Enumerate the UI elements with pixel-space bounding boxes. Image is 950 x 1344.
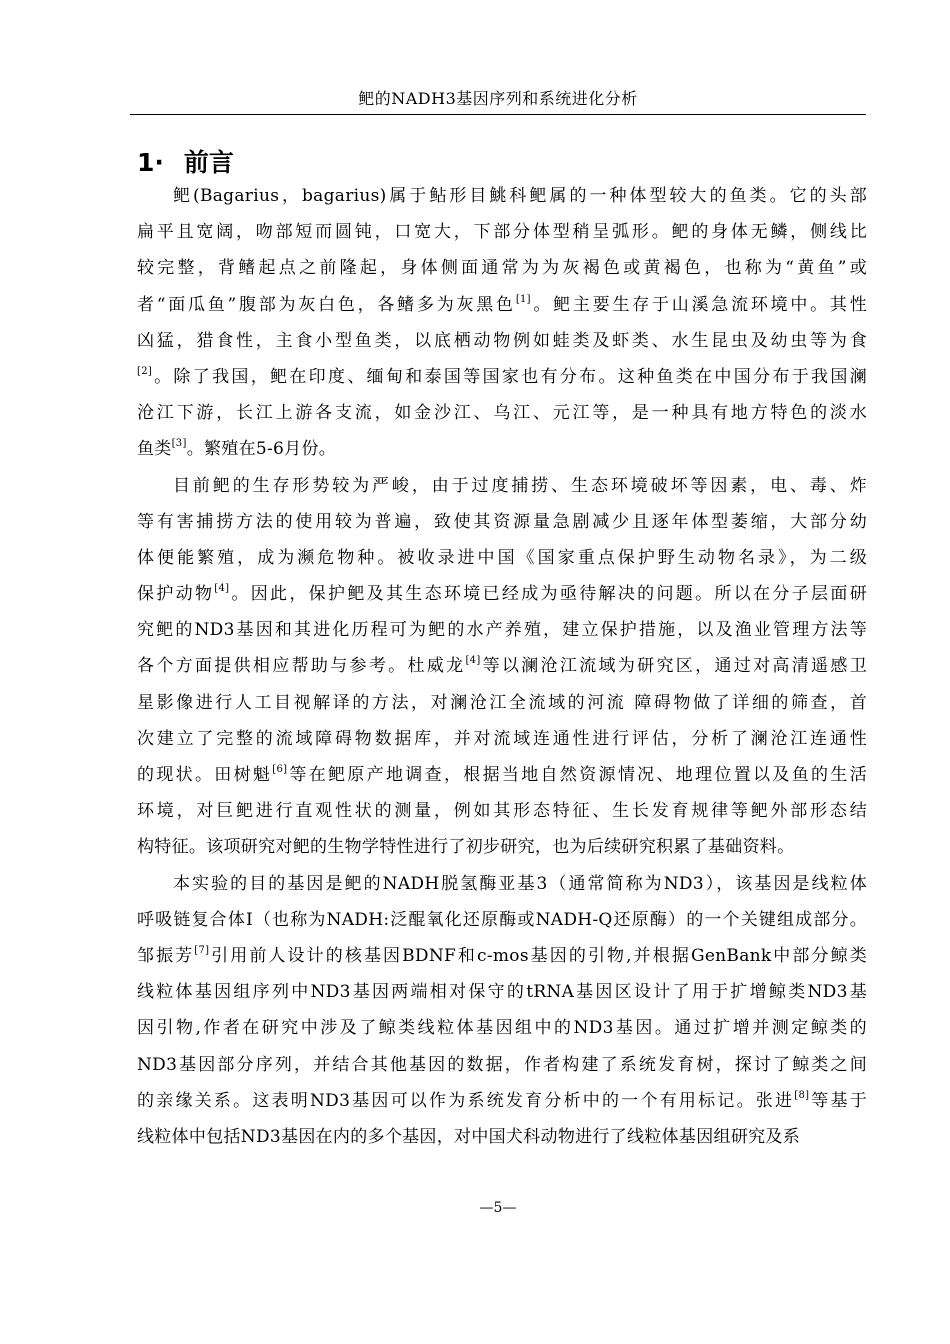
text-run: 等在鲃原产地调查，根据当地自然资源情况、地理位置以及鱼的生活 [287,765,868,785]
text-line [137,214,867,250]
text-run: 的现状。田树魁 [137,765,273,785]
paragraph [137,866,867,1156]
text-run: 等有害捕捞方法的使用较为普遍，致使其资源量急剧减少且逐年体型萎缩，大部分幼 [137,511,867,532]
header-rule [130,114,866,115]
text-line [137,359,867,395]
text-run: 鲃(Bagarius，bagarius)属于鲇形目鮡科鲃属的一种体型较大的鱼类。它的头部 [173,186,867,206]
body-text [137,178,867,1155]
text-run: 凶猛，猎食性，主食小型鱼类，以底栖动物例如蛙类及虾类、水生昆虫及幼虫等为食 [137,330,867,351]
text-line [137,1047,867,1083]
text-run: 。鲃主要生存于山溪急流环境中。其性 [530,294,867,315]
text-line [137,757,867,793]
text-line [137,323,867,359]
text-line [137,250,867,286]
text-line [137,793,867,829]
text-line [137,540,867,576]
text-run: 沧江下游，长江上游各支流，如金沙江、乌江、元江等，是一种具有地方特色的淡水 [137,403,867,424]
text-line [137,504,867,540]
citation-ref: [3] [171,438,187,450]
text-line [137,938,867,974]
text-line [137,974,867,1010]
text-run: 者“面瓜鱼”腹部为灰白色，各鳍多为灰黑色 [137,294,516,315]
text-line [137,685,867,721]
text-run: 星影像进行人工目视解译的方法，对澜沧江全流域的河流 障碍物做了详细的筛查，首 [137,692,867,713]
section-number: 1· [137,148,164,177]
section-heading [137,146,234,180]
text-run: 次建立了完整的流域障碍物数据库，并对流域连通性进行评估，分析了澜沧江连通性 [137,728,867,749]
text-run: 扁平且宽阔，吻部短而圆钝，口宽大，下部分体型稍呈弧形。鲃的身体无鳞，侧线比 [137,222,867,243]
text-line [137,829,867,865]
section-title: 前言 [183,148,234,177]
text-run: 呼吸链复合体Ⅰ（也称为NADH:泛醌氧化还原酶或NADH-Q还原酶）的一个关键组成部分。 [137,909,867,930]
text-line [137,1083,867,1119]
citation-ref: [4] [465,655,481,667]
text-run: 究鲃的ND3基因和其进化历程可为鲃的水产养殖，建立保护措施，以及渔业管理方法等 [137,620,867,641]
running-header: 鲃的NADH3基因序列和系统进化分析 [358,89,638,108]
text-run: 的亲缘关系。这表明ND3基因可以作为系统发育分析中的一个有用标记。张进 [137,1090,795,1111]
text-run: 等以澜沧江流域为研究区，通过对高清遥感卫 [480,656,868,677]
text-line [137,431,867,467]
text-line [137,866,867,902]
text-run: 构特征。该项研究对鲃的生物学特性进行了初步研究，也为后续研究积累了基础资料。 [137,837,795,858]
text-run: 较完整，背鳍起点之前隆起，身体侧面通常为为灰褐色或黄褐色，也称为“黄鱼”或 [137,258,867,279]
text-line [137,576,867,612]
text-run: ND3基因部分序列，并结合其他基因的数据，作者构建了系统发育树，探讨了鲸类之间 [137,1054,867,1075]
citation-ref: [4] [214,583,230,595]
text-run: 线粒体中包括ND3基因在内的多个基因，对中国犬科动物进行了线粒体基因组研究及系 [137,1126,801,1147]
citation-ref: [1] [515,293,531,305]
text-run: 目前鲃的生存形势较为严峻，由于过度捕捞、生态环境破坏等因素，电、毒、炸 [173,475,867,496]
text-run: 邹振芳 [137,945,195,966]
citation-ref: [7] [194,944,210,956]
text-run: 。繁殖在5-6月份。 [186,439,337,460]
text-line [137,468,867,504]
text-run: 。除了我国，鲃在印度、缅甸和泰国等国家也有分布。这种鱼类在中国分布于我国澜 [152,366,867,387]
text-run: 环境，对巨鲃进行直观性状的测量，例如其形态特征、生长发育规律等鲃外部形态结 [137,801,867,822]
text-line [137,902,867,938]
text-line [137,287,867,323]
text-run: 引用前人设计的核基因BDNF和c-mos基因的引物,并根据GenBank中部分鲸类 [209,945,867,966]
text-run: 各个方面提供相应帮助与参考。杜威龙 [137,656,466,677]
text-line [137,178,867,214]
text-line [137,648,867,684]
page-number: —5— [479,1200,517,1216]
text-line [137,1119,867,1155]
paragraph [137,468,867,866]
citation-ref: [2] [137,365,153,377]
text-run: 因引物,作者在研究中涉及了鲸类线粒体基因组中的ND3基因。通过扩增并测定鲸类的 [137,1018,867,1039]
text-run: 本实验的目的基因是鲃的NADH脱氢酶亚基3（通常简称为ND3），该基因是线粒体 [173,873,867,894]
text-run: 等基于 [809,1090,867,1111]
citation-ref: [6] [272,764,288,775]
paragraph [137,178,867,468]
text-line [137,721,867,757]
text-run: 保护动物 [137,584,215,605]
text-line [137,395,867,431]
text-line [137,612,867,648]
text-run: 体便能繁殖，成为濒危物种。被收录进中国《国家重点保护野生动物名录》，为二级 [137,547,867,568]
text-run: 。因此，保护鲃及其生态环境已经成为亟待解决的问题。所以在分子层面研 [229,584,867,605]
citation-ref: [8] [794,1089,810,1101]
text-run: 鱼类 [137,439,172,460]
text-line [137,1010,867,1046]
text-run: 线粒体基因组序列中ND3基因两端相对保守的tRNA基因区设计了用于扩增鲸类ND3基 [137,982,867,1003]
